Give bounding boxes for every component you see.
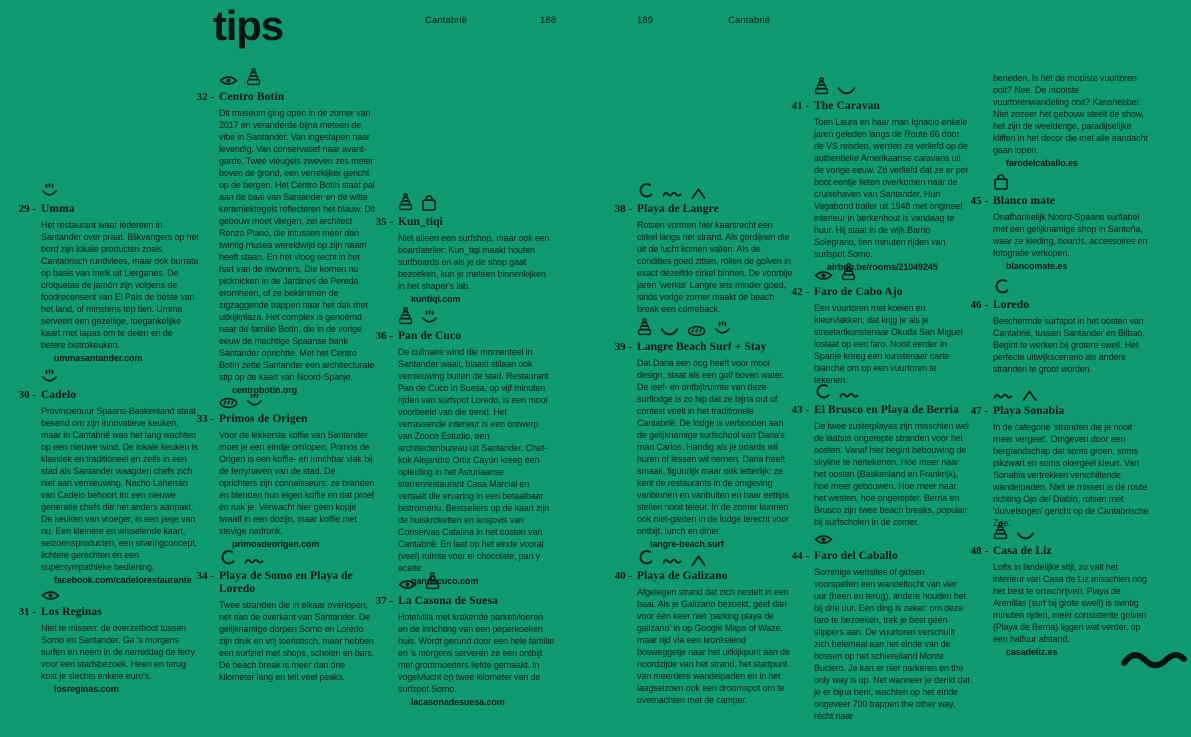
tip-head	[791, 286, 970, 299]
tip-title: Pan de Cuco	[398, 330, 462, 342]
tip-number: 42 -	[791, 286, 809, 298]
tip-body: Dit museum ging open in de zomer van 2017 en veranderde bijna meteen de vibe in Santander. Van ingeslapen naar levendig. Van conservatief naar avant-garde. Twee vleugels zweven zes meter boven de grond, een verrekijker gericht op de bergen. Het Centro Botín staat pal aan de baai van Santander en de witte keramiektegels reflecteren het blauw. Dit gebouw moet vliegen, zei architect Renzo Piano, die intussen meer dan twintig musea wereldwijd op zijn naam heeft staan. En het vloog recht in het hart van de inwoners. Die komen nu picknicken in de Jardines de Pereda eromheen, of ze beklimmen de zigzaggende trappen naar het dak met uitkijkplaza. Het complex is genoemd naar de familie Botín, die in de vorige eeuw de machtige Spaanse bank Santander oprichtte. Met het Centro Botín zette Santander een architecturale stip op de kaart van Noord-Spanje.	[219, 108, 375, 382]
tip-number: 31 -	[18, 606, 36, 618]
tip-head	[196, 413, 375, 426]
sea-icon	[662, 556, 682, 566]
tip-head	[375, 216, 554, 229]
tip-entry-29	[18, 180, 199, 364]
category-icons	[814, 263, 970, 282]
tip-body: Lofts in landelijke stijl, zo valt het interieur van Casa de Liz misschien nog het best te omschrijven. Playa de Arenillas (surf bij grote swell) is twintig minuten rijden, meer consistente golven (Playa de Berria) liggen wat verder, op een halfuur afstand.	[993, 562, 1147, 644]
tip-entry-30	[18, 366, 199, 586]
tip-body: Rotsen vormen hier kaarsrecht een cirkel langs het strand. Als gordijnen die uit de lucht komen vallen. Als de condities goed zitten, rollen de golven in exact dezelfde cirkel binnen. De voorbije jaren 'werkte' Langre iets minder goed, sinds vorige zomer maakt de beach break een comeback.	[637, 220, 793, 314]
tip-title: Centro Botín	[219, 91, 285, 103]
tip-entry-31	[18, 583, 199, 695]
tip-head	[18, 606, 199, 619]
tip-number: 30 -	[18, 389, 36, 401]
tip-entry-32	[196, 68, 375, 396]
tip-body: Niet te missen: de overzetboot tussen Somo en Santander. Ga 's morgens surfen en neem in de namiddag de ferry voor een stadsbezoek. Heen en terug kost je slechts enkele euro's.	[41, 623, 195, 681]
tip-title: Umma	[41, 203, 75, 215]
tip-head	[791, 100, 970, 113]
tip-number: 34 -	[196, 570, 214, 582]
tip-body: Niet alleen een surfshop, maar ook een boardatelier: Kun_tiqi maakt houten surfboards en als je de shop gaat bezoeken, kun je meteen binnenkijken in het shaper's lab.	[398, 233, 550, 291]
tip-entry-40	[614, 547, 793, 706]
tip-title: The Caravan	[814, 100, 880, 112]
category-icons	[814, 527, 970, 546]
tip-entry-46	[970, 276, 1151, 375]
tip-entry-34	[196, 547, 375, 683]
bread-icon	[219, 397, 238, 409]
tip-title: La Casona de Suesa	[398, 595, 498, 607]
tip-title: Cadelo	[41, 389, 77, 401]
wave-icon	[814, 384, 831, 400]
sea-icon	[993, 391, 1013, 401]
tip-head	[614, 341, 793, 354]
tip-website-link[interactable]: lacasonadesuesa.com	[411, 697, 505, 707]
tip-body: Twee stranden die in elkaar overlopen, net aan de overkant van Santander. De gelijknamige dorpen Somo en Loredo zijn druk en vrij toeristisch, maar hebben een surfziel met shops, scholen en bars. De beach break is meer dan drie kilometer lang en telt veel peaks.	[219, 600, 375, 682]
tip-entry-36	[375, 307, 554, 587]
tip-entry-33	[196, 390, 375, 550]
tip-entry-41	[791, 77, 970, 273]
category-icons	[993, 382, 1151, 401]
design-icon	[398, 307, 413, 326]
mountain-icon	[690, 187, 707, 199]
sea-icon	[244, 556, 264, 566]
running-head-right: Cantabrië	[728, 15, 771, 26]
cup-icon	[246, 393, 263, 409]
tip-number: 45 -	[970, 195, 988, 207]
sea-icon	[662, 189, 682, 199]
eye-icon	[814, 533, 833, 546]
page-number-right: 189	[637, 15, 654, 26]
tip-title: Faro del Caballo	[814, 550, 898, 562]
tip-head	[970, 299, 1151, 312]
tip-title: Loredo	[993, 299, 1030, 311]
tip-website-link[interactable]: blancomate.es	[1006, 261, 1068, 271]
category-icons	[814, 77, 970, 96]
eye-icon	[219, 74, 238, 87]
tip-number: 36 -	[375, 330, 393, 342]
design-icon	[398, 193, 413, 212]
tip-number: 32 -	[196, 91, 214, 103]
wave-icon	[637, 550, 654, 566]
category-icons	[41, 366, 199, 385]
cup-icon	[41, 369, 58, 385]
tip-title: Langre Beach Surf + Stay	[637, 341, 767, 353]
tip-head	[970, 545, 1151, 558]
tip-website-link[interactable]: airbnb.be/rooms/21049245	[827, 262, 938, 272]
tip-title: Faro de Cabo Ajo	[814, 286, 903, 298]
tip-number: 29 -	[18, 203, 36, 215]
tip-entry-42	[791, 263, 970, 386]
tip-website-link[interactable]: casadeliz.es	[1006, 647, 1058, 657]
eye-icon	[814, 269, 833, 282]
tip-title: Playa de Somo en Playa de Loredo	[219, 570, 353, 595]
cup-icon	[714, 321, 731, 337]
tip-number: 37 -	[375, 595, 393, 607]
tip-body: Hotelvilla met krakende parketvloeren en de inrichting van een peperkoeken huis. Wordt gerund door een hele familie en 's morgens serveren ze een ontbijt met grootmoeders liefde gemaakt. In vogelvlucht op twee kilometer van de surfspot Somo.	[398, 612, 554, 694]
tip-body-continued: beneden. Is het de mooiste vuurtoren ooit? Nee. De mooiste vuurtorenwandeling ooit? Kanshebber. Niet zozeer het gebouw steelt de show, het zijn de weelderige, paradijselijke kliffen in het decor die met alle aandacht gaan lopen.	[993, 73, 1148, 155]
tip-head	[970, 405, 1151, 418]
bread-icon	[687, 325, 706, 337]
tip-body: Het restaurant waar iedereen in Santander over praat. Blikvangers op het bord zijn lokale producten zoals Cantabrisch rundvlees, maar ook burrata op basis van melk uit Lierganes. De croquetas de jamón zijn volgens de foodrecensent van El País de beste van het land, of minstens top tien. Umma serveert een gezellige, toegankelijke kaart met tapas om te delen en de betere bistrokeuken.	[41, 220, 199, 350]
tip-website-link[interactable]: langre-beach.surf	[650, 539, 724, 549]
tip-body: Dat Daria een oog heeft voor mooi design, staat als een golf boven water. De leef- en ontbijtruimte van deze surflodge is zo hip dat ze bijna out of context voelt in het traditionele Cantabrië. De lodge is verbonden aan de gelijknamige surfschool van Daria's man Carlos. Handig als je boards wil huren of lessen wil nemen. Daria heeft smaak, figuurlijk maar ook letterlijk: ze kent de restaurants in de omgeving vanbinnen en vanbuiten en haar eettips stellen nooit teleur. In de zomer kunnen ook niet-gasten in de lodge terecht voor ontbijt, lunch en diner.	[637, 358, 790, 536]
tip-head	[614, 203, 793, 216]
tip-number: 48 -	[970, 545, 988, 557]
tip-number: 35 -	[375, 216, 393, 228]
tip-entry-43	[791, 381, 970, 528]
tip-body: Voor de lekkerste koffie van Santander moet je een eindje omlopen. Primos de Origen is een koffie- en lunchbar vlak bij de ferryhaven van de stad. De oprichters zijn connaisseurs: ze branden en blenden hun eigen koffie en dat proef én ruik je. Verwacht hier geen kopje twaalf in een dozijn, maar koffie met stevige nadronk.	[219, 430, 375, 536]
tip-body: Toen Laura en haar man Ignacio enkele jaren geleden langs de Route 66 door de VS reisden, werden ze verliefd op de authentieke Amerikaanse caravans uit de vorige eeuw. Zó verliefd dat ze er per boot eentje lieten overkomen naar de cruisehaven van Santander. Hun Vagabond trailer uit 1948 met origineel interieur in berkenhout is vandaag te huur. Hij staat in de wijk Barrio Solegrario, tien minuten rijden van surfspot Somo.	[814, 117, 969, 259]
tip-website-link[interactable]: kuntiqi.com	[411, 294, 461, 304]
running-head-left: Cantabrië	[425, 15, 468, 26]
tip-body: De twee zusterplayas zijn misschien wel de laatste ongerepte stranden voor het oosten. Vanaf hier begint bebouwing de skyline te hertekenen. Hoe meer naar het oosten (Baskenland en Frankrijk), hoe meer gebouwen. Hoe meer naar het westen, hoe ongerepter. Berria en Brusco zijn twee beach breaks, populair bij surfscholen in de zomer.	[814, 421, 969, 527]
tip-title: Kun_tiqi	[398, 216, 443, 228]
category-icons	[637, 318, 793, 337]
tip-entry-39	[614, 318, 793, 550]
bag-icon	[421, 194, 437, 212]
tip-head	[18, 203, 199, 216]
page-title: tips	[213, 2, 283, 49]
eye-icon	[398, 578, 417, 591]
hammock-icon	[1016, 530, 1035, 541]
tip-head	[791, 550, 970, 563]
hammock-icon	[837, 85, 856, 96]
eye-icon	[41, 589, 60, 602]
category-icons	[993, 276, 1151, 295]
tip-number: 46 -	[970, 299, 988, 311]
tip-entry-38	[614, 180, 793, 315]
tip-body: Sommige websites of gidsen voorspellen een wandeltocht van vier uur (heen en terug), andere houden het bij drie uur. Eén ding is zeker: om deze faro te bezoeken, trek je best géén slippers aan. De vuurtoren verschuilt zich helemaal aan het einde van de bossen op het schiereiland Monte Buciero. Je kan er niet parkeren en the only way is up. Net wanneer je denkt dat je er bijna bent, wachten op het einde ongeveer 700 trappen the other way, récht naar	[814, 567, 970, 721]
category-icons	[398, 307, 554, 326]
tip-number: 40 -	[614, 570, 632, 582]
tip-title: Blanco mate	[993, 195, 1056, 207]
hammock-icon	[660, 326, 679, 337]
tip-title: Playa de Galizano	[637, 570, 728, 582]
tip-title: El Brusco en Playa de Berria	[814, 404, 959, 416]
cup-icon	[41, 183, 58, 199]
tip-head	[196, 91, 375, 104]
tip-website-link[interactable]: facebook.com/cadelorestaurante	[54, 575, 192, 585]
category-icons	[219, 390, 375, 409]
tip-website-link[interactable]: centrobotin.org	[232, 385, 297, 395]
tip-title: Los Reginas	[41, 606, 102, 618]
category-icons	[41, 180, 199, 199]
tip-number: 39 -	[614, 341, 632, 353]
cup-icon	[421, 310, 438, 326]
tip-body: Een vuurtoren met koeien en kleurvlakken, dat krijg je als je streetartkunstenaar Okuda San Miguel loslaat op een faro. Nooit eerder in Spanje kreeg een kunstenaar carte blanche om op een vuurtoren te tekenen.	[814, 303, 963, 385]
tip-title: Casa de Liz	[993, 545, 1052, 557]
category-icons	[993, 522, 1151, 541]
tip-website-link[interactable]: losreginas.com	[54, 684, 119, 694]
category-icons	[398, 572, 554, 591]
tip-body: In de categorie 'stranden die je nooit meer vergeet'. Omgeven door een berglandschap dat soms groen, soms pikzwart en soms okergeel kleurt. Van Sonabia vertrekken verschillende wandelpaden. Niet te missen is de route richting Ojo del Diablo, rotsen met 'duivelsogen' gericht op de Cantabrische Zee.	[993, 422, 1149, 528]
category-icons	[219, 68, 375, 87]
tip-website-link[interactable]: ummasantander.com	[54, 353, 143, 363]
tip-number: 33 -	[196, 413, 214, 425]
category-icons	[398, 193, 554, 212]
tip-number: 38 -	[614, 203, 632, 215]
mountain-icon	[690, 554, 707, 566]
tip-website-link[interactable]: farodelcaballo.es	[1006, 158, 1078, 168]
sea-icon	[839, 390, 859, 400]
tip-number: 47 -	[970, 405, 988, 417]
tip-body: Afgelegen strand dat zich nestelt in een baai. Als je Galizano bezoekt, geef dan voor één keer niet 'parking playa de galizano' in op Google Maps of Waze, maar rijd via een kronkelend bosweggetje naar het uitkijkpunt aan de noordzijde van het strand, het startpunt van meerdere wandelpaden en in het laagseizoen ook een droomspot om te overnachten met de camper.	[637, 587, 790, 705]
design-icon	[246, 68, 261, 87]
page-number-left: 188	[540, 15, 557, 26]
tip-head	[970, 195, 1151, 208]
tip-entry-48	[970, 522, 1151, 658]
design-icon	[814, 77, 829, 96]
design-icon	[993, 522, 1008, 541]
category-icons	[637, 547, 793, 566]
wave-icon	[219, 550, 236, 566]
tip-website-link[interactable]: pandecuco.com	[411, 576, 479, 586]
tip-head	[18, 389, 199, 402]
tip-head	[614, 570, 793, 583]
category-icons	[637, 180, 793, 199]
wave-squiggle-graphic	[1120, 650, 1188, 670]
tip-entry-44	[791, 527, 970, 722]
tip-body: Provinciebuur Spaans-Baskenland staat bekend om zijn innovatieve keuken, maar in Cantabrië was het lang wachten op een nieuwe wind. De lokale keuken is klassiek en traditioneel en zelfs in een stad als Santander waagden chefs zich niet aan vernieuwing. Nacho Laherrán van Cadelo behoort tot een nieuwe generatie chefs die het anders aanpakt. De keuken van vroeger, in een jasje van nu. Een kleinere en wisselende kaart, seizoensproducten, een sharingconcept, lichtere gerechten én een supersympathieke bediening.	[41, 406, 198, 572]
design-icon	[841, 263, 856, 282]
tip-title: Playa de Langre	[637, 203, 719, 215]
tip-website-link[interactable]: primosdeorigen.com	[232, 539, 320, 549]
tip-body: De culinaire wind die momenteel in Santander waait, blaast stilaan ook vernieuwing buiten de stad. Restaurant Pan de Cuco in Suesa, op vijf minuten rijden van surfspot Loredo, is een mooi voorbeeld van die trend. Het verrassende interieur is een ontwerp van Zooco Estudio, een architectenbureau uit Santander. Chef-kok Alejandro Ortiz Cayón kreeg een opleiding in het Asturiaanse sterrenrestaurant Casa Marcial en vertaalt die ervaring in een betaalbaar bistromenu. Bestsellers op de kaart zijn de huiskroketten en ansjovis van Conservas Catalina in het oosten van Cantabrië. En laat op het einde vooral (veel) ruimte voor el chocolate, pan y aceite.	[398, 347, 550, 573]
tip-number: 44 -	[791, 550, 809, 562]
tip-head	[791, 404, 970, 417]
tip-title: Playa Sonabia	[993, 405, 1065, 417]
tip-entry-35	[375, 193, 554, 305]
category-icons	[219, 547, 375, 566]
category-icons	[814, 381, 970, 400]
tip-entry-47	[970, 382, 1151, 529]
tip-head	[196, 570, 375, 596]
tip-body: Onafhankelijk Noord-Spaans surflabel met een gelijknamige shop in Santoña, waar ze kleding, boards, accessoires en fotografie verkopen.	[993, 212, 1148, 258]
tip-head	[375, 595, 554, 608]
tip-entry-45	[970, 172, 1151, 272]
tip-body: Beschermde surfspot in het oosten van Cantabrië, tussen Santander en Bilbao. Begint te werken bij grotere swell. Het perfecte uitwijkscenario als andere stranden te groot worden.	[993, 316, 1145, 374]
wave-icon	[993, 279, 1010, 295]
tip-title: Primos de Origen	[219, 413, 308, 425]
mountain-icon	[1021, 389, 1038, 401]
tip-entry-37	[375, 572, 554, 708]
tip-entry-44-continued	[993, 72, 1151, 169]
tip-number: 41 -	[791, 100, 809, 112]
wave-icon	[637, 183, 654, 199]
design-icon	[637, 318, 652, 337]
design-icon	[425, 572, 440, 591]
tip-head	[375, 330, 554, 343]
category-icons	[41, 583, 199, 602]
bag-icon	[993, 173, 1009, 191]
tip-number: 43 -	[791, 404, 809, 416]
category-icons	[993, 172, 1151, 191]
